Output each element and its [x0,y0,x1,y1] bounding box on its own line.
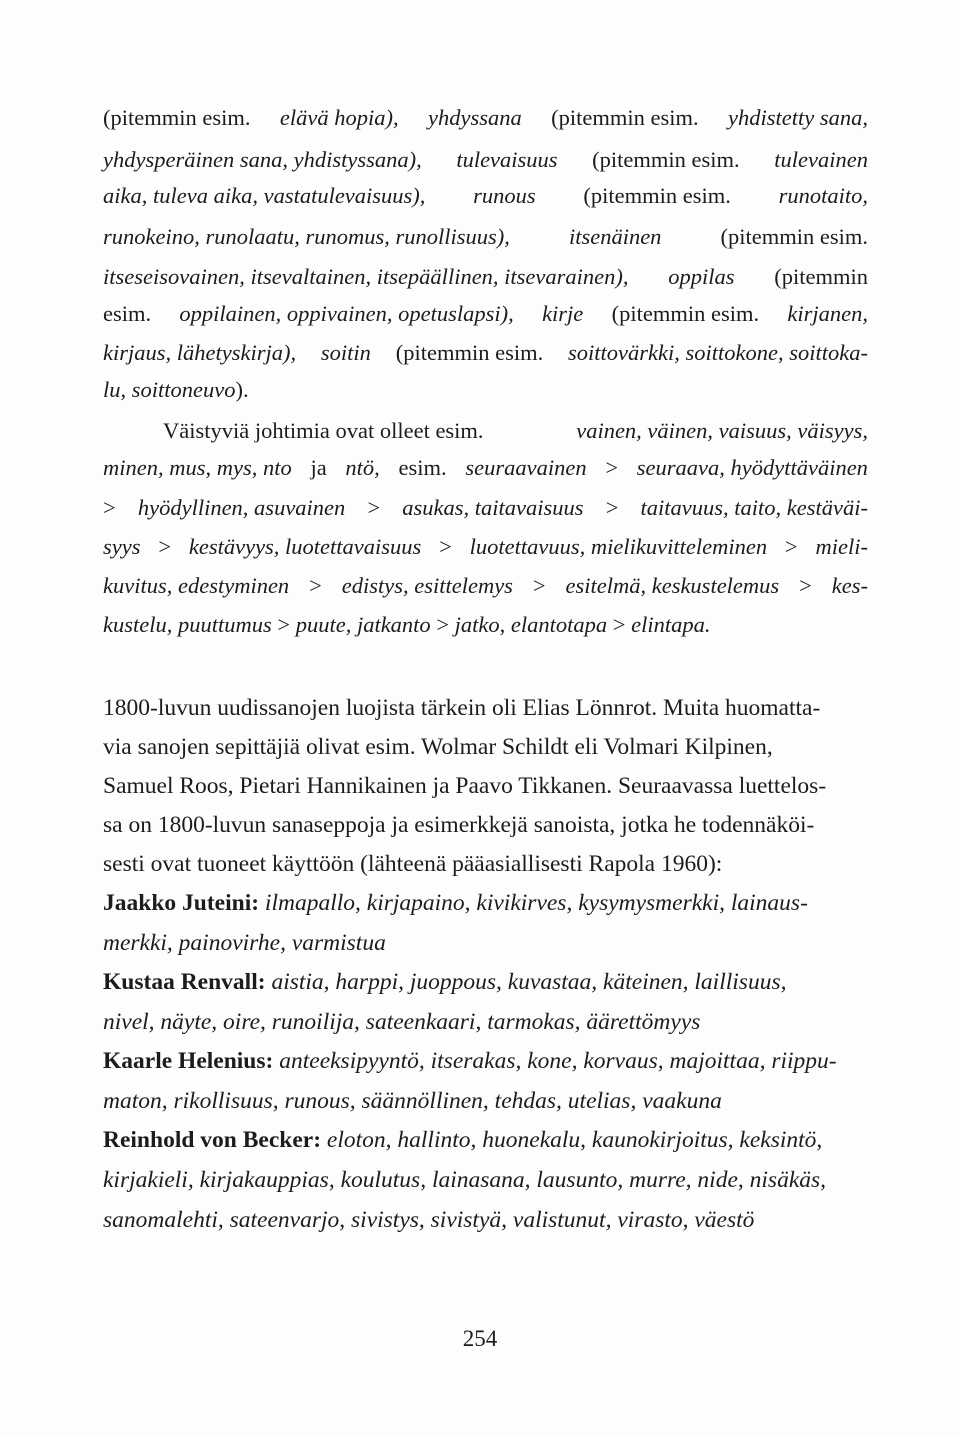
text-line: kustelu, puuttumus > puute, jatkanto > jatko, elantotapa > elintapa. [103,612,711,637]
text-line [103,889,868,917]
text-line [103,968,868,996]
author-words: merkki, painovirhe, varmistua [103,930,386,956]
text-line: minen, mus, mys, nto ja ntö, esim. seuraavainen > seuraava, hyödyttäväinen [103,455,868,480]
text-line: 1800-luvun uudissanojen luojista tärkein oli Elias Lönnrot. Muita huomatta- [103,695,821,721]
text-line [103,1206,868,1234]
author-words: aistia, harppi, juoppous, kuvastaa, käteinen, laillisuus, [271,969,787,995]
text-line [103,1087,868,1115]
text-line: Väistyviä johtimia ovat olleet esim. vainen, väinen, vaisuus, väisyys, [163,418,868,443]
text-line: syys > kestävyys, luotettavaisuus > luotettavuus, mielikuvitteleminen > mieli- [103,534,868,559]
author-name: Kustaa Renvall: [103,969,266,995]
author-name: Reinhold von Becker: [103,1127,322,1153]
text-line: runokeino, runolaatu, runomus, runollisuus), itsenäinen (pitemmin esim. [103,224,868,249]
text-line [103,1047,868,1075]
author-words: sanomalehti, sateenvarjo, sivistys, sivistyä, valistunut, virasto, väestö [103,1207,755,1233]
author-words: nivel, näyte, oire, runoilija, sateenkaari, tarmokas, äärettömyys [103,1009,701,1035]
text-line: sa on 1800-luvun sanaseppoja ja esimerkkejä sanoista, jotka he todennäköi- [103,812,815,838]
page-number: 254 [462,1326,498,1351]
author-words: ilmapallo, kirjapaino, kivikirves, kysymysmerkki, lainaus- [264,890,808,916]
text-line: lu, soittoneuvo). [103,377,249,402]
text-line: itseseisovainen, itsevaltainen, itsepäällinen, itsevarainen), oppilas (pitemmin [103,264,868,289]
text-line [103,1166,868,1194]
text-line: kirjaus, lähetyskirja), soitin (pitemmin esim. soittovärkki, soittokone, soittoka- [103,340,868,365]
text-line [103,1008,868,1036]
text-line: kuvitus, edestyminen > edistys, esittelemys > esitelmä, keskustelemus > kes- [103,573,868,598]
author-words: eloton, hallinto, huonekalu, kaunokirjoitus, keksintö, [326,1127,823,1153]
text-line: esim. oppilainen, oppivainen, opetuslapsi), kirje (pitemmin esim. kirjanen, [103,301,868,326]
text-line: > hyödyllinen, asuvainen > asukas, taitavaisuus > taitavuus, taito, kestäväi- [103,495,868,520]
author-name: Kaarle Helenius: [103,1048,274,1074]
author-words: anteeksipyyntö, itserakas, kone, korvaus, majoittaa, riippu- [279,1048,837,1074]
text-line [103,929,868,957]
author-words: kirjakieli, kirjakauppias, koulutus, lainasana, lausunto, murre, nide, nisäkäs, [103,1167,827,1193]
text-line: (pitemmin esim. elävä hopia), yhdyssana (pitemmin esim. yhdistetty sana, [103,105,868,130]
text-line: yhdysperäinen sana, yhdistyssana), tulevaisuus (pitemmin esim. tulevainen [103,147,868,172]
author-words: maton, rikollisuus, runous, säännöllinen, tehdas, utelias, vaakuna [103,1088,722,1114]
text-line: Samuel Roos, Pietari Hannikainen ja Paavo Tikkanen. Seuraavassa luettelos- [103,773,827,799]
text-line [103,1126,868,1154]
text-line: sesti ovat tuoneet käyttöön (lähteenä pääasiallisesti Rapola 1960): [103,851,723,877]
text-line: aika, tuleva aika, vastatulevaisuus), runous (pitemmin esim. runotaito, [103,183,868,208]
author-name: Jaakko Juteini: [103,890,260,916]
text-line: via sanojen sepittäjiä olivat esim. Wolmar Schildt eli Volmari Kilpinen, [103,734,773,760]
